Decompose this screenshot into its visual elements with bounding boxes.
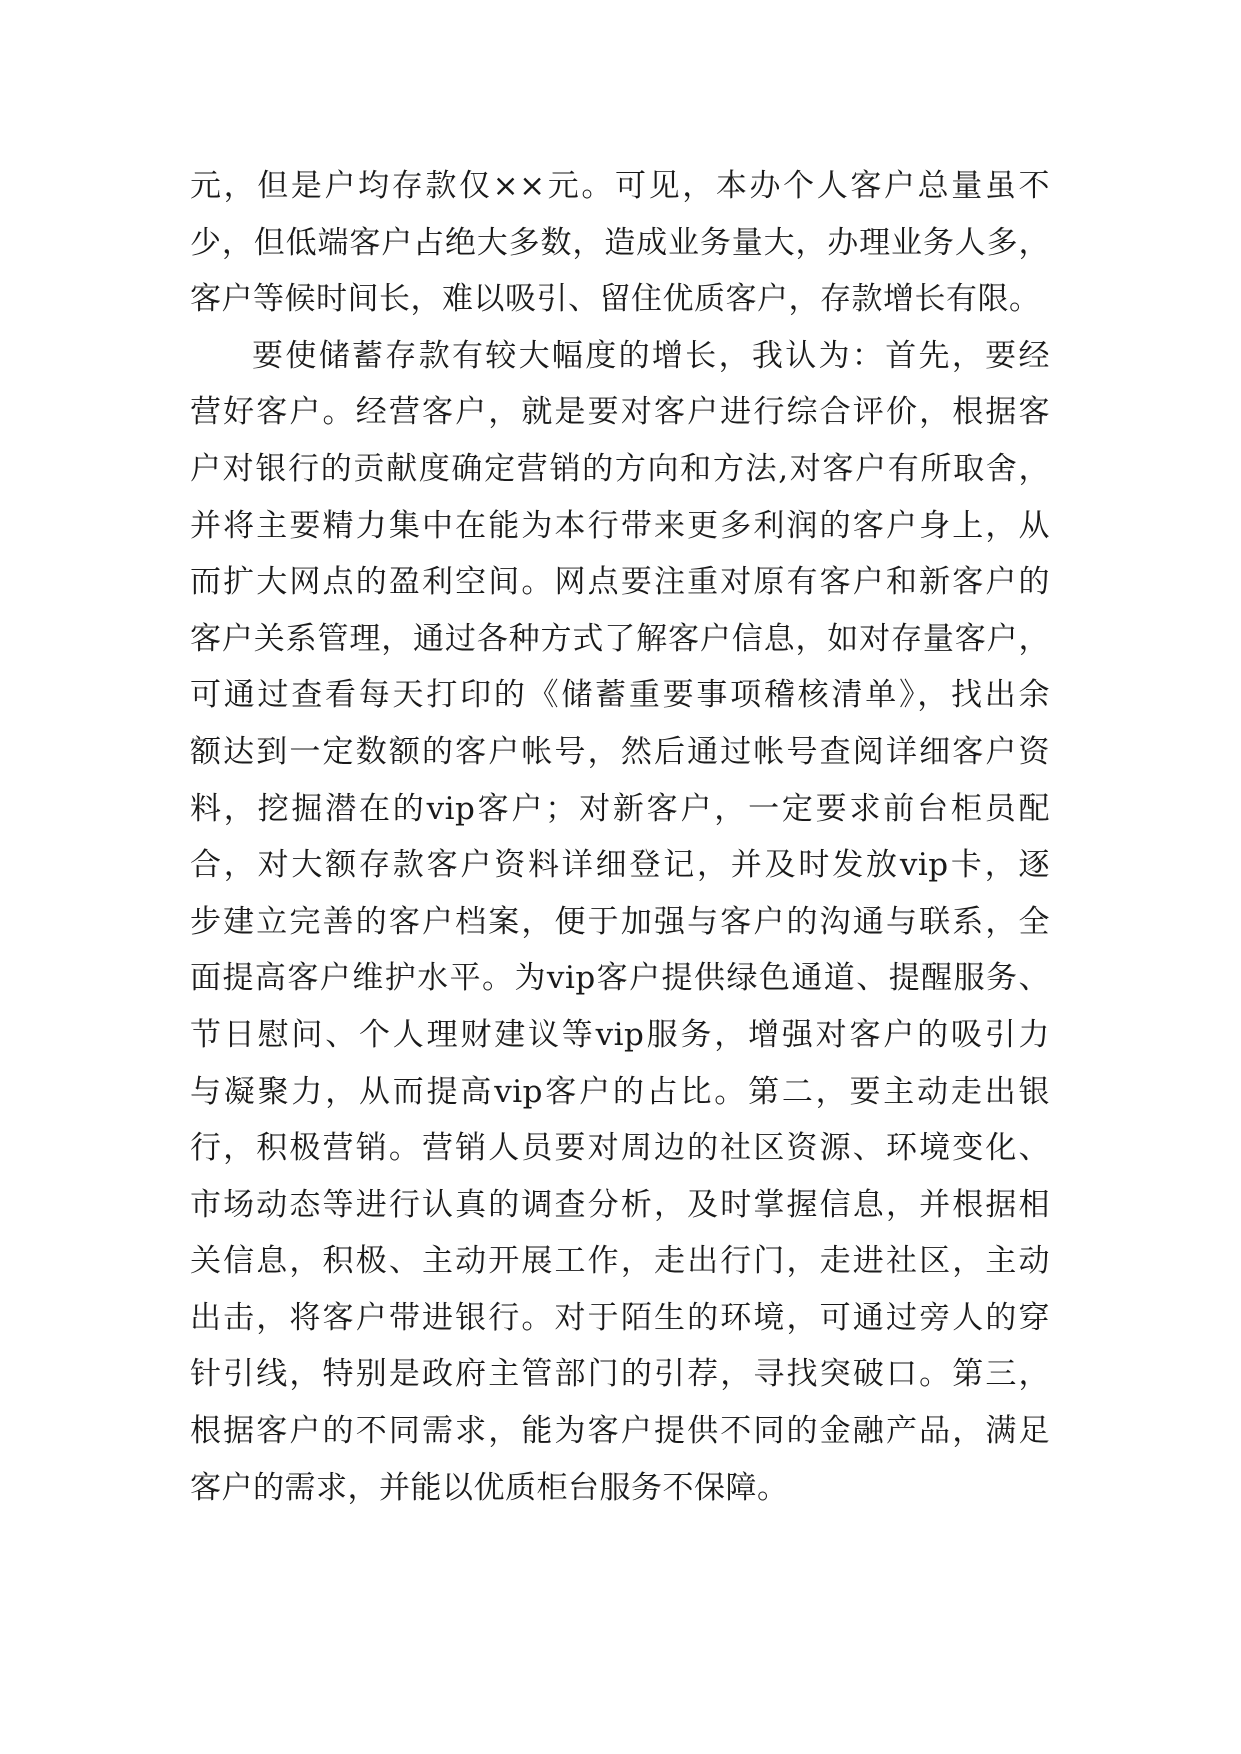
text-line: 户对银行的贡献度确定营销的方向和方法,对客户有所取舍， [190,450,1050,487]
text-line: 节日慰问、个人理财建议等vip服务，增强对客户的吸引力 [190,1016,1050,1053]
text-line: 客户等候时间长，难以吸引、留住优质客户，存款增长有限。 [190,281,1041,318]
text-line: 面提高客户维护水平。为vip客户提供绿色通道、提醒服务、 [190,960,1050,997]
text-line: 少，但低端客户占绝大多数，造成业务量大，办理业务人多， [190,224,1050,261]
text-line: 客户的需求，并能以优质柜台服务不保障。 [190,1469,789,1506]
text-line: 元，但是户均存款仅××元。可见，本办个人客户总量虽不 [190,168,1050,204]
text-line: 合，对大额存款客户资料详细登记，并及时发放vip卡，逐 [190,847,1050,884]
text-line: 可通过查看每天打印的《储蓄重要事项稽核清单》，找出余 [190,677,1050,714]
text-line: 出击，将客户带进银行。对于陌生的环境，可通过旁人的穿 [190,1299,1050,1336]
text-line: 客户关系管理，通过各种方式了解客户信息，如对存量客户， [190,620,1050,657]
text-line: 额达到一定数额的客户帐号，然后通过帐号查阅详细客户资 [190,733,1050,770]
text-line: 并将主要精力集中在能为本行带来更多利润的客户身上，从 [190,507,1050,544]
paragraph-first-line: 要使储蓄存款有较大幅度的增长，我认为：首先，要经 [252,337,1050,374]
text-line: 而扩大网点的盈利空间。网点要注重对原有客户和新客户的 [190,564,1050,601]
text-line: 关信息，积极、主动开展工作，走出行门，走进社区，主动 [190,1243,1050,1280]
text-line: 步建立完善的客户档案，便于加强与客户的沟通与联系，全 [190,903,1050,940]
body-text [190,158,1050,1516]
text-line: 行，积极营销。营销人员要对周边的社区资源、环境变化、 [190,1130,1050,1167]
text-line: 根据客户的不同需求，能为客户提供不同的金融产品，满足 [190,1413,1050,1450]
text-line: 针引线，特别是政府主管部门的引荐，寻找突破口。第三， [190,1356,1050,1393]
text-line: 料，挖掘潜在的vip客户；对新客户，一定要求前台柜员配 [190,790,1050,827]
text-line: 营好客户。经营客户，就是要对客户进行综合评价，根据客 [190,394,1050,431]
text-line: 市场动态等进行认真的调查分析，及时掌握信息，并根据相 [190,1186,1050,1223]
text-line: 与凝聚力，从而提高vip客户的占比。第二，要主动走出银 [190,1073,1050,1110]
